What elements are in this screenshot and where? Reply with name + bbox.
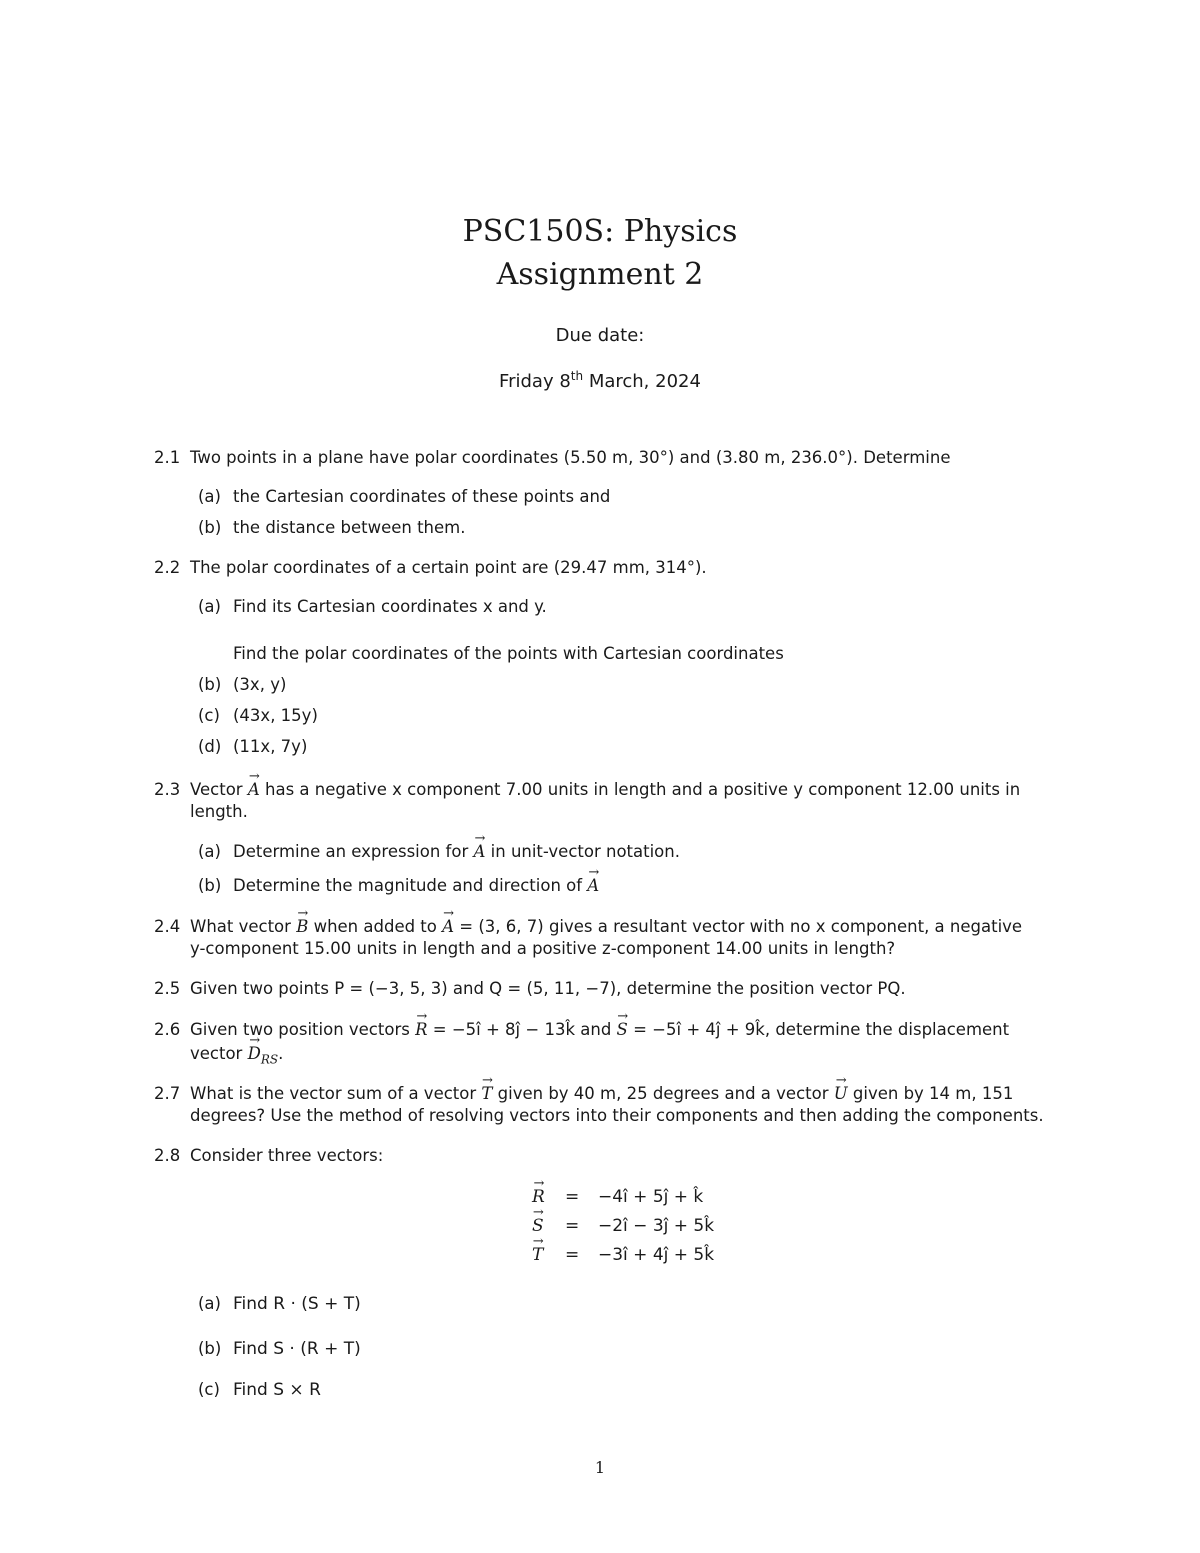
question-text [190, 1084, 1013, 1104]
vector-symbol: → R [415, 1020, 427, 1040]
subquestion-label: (a) [198, 487, 221, 506]
question-text [190, 1020, 1009, 1040]
text-segment: What is the vector sum of a vector [190, 1084, 482, 1103]
due-day: Friday 8 [499, 371, 571, 392]
subquestion-label: (b) [198, 1339, 222, 1358]
vector-symbol: → A [442, 917, 454, 937]
subquestion-text: Find its Cartesian coordinates x and y. [233, 597, 547, 616]
question-text [190, 780, 1020, 800]
question-text: Consider three vectors: [190, 1146, 384, 1165]
vector-symbol: → U [834, 1084, 848, 1104]
subquestion-text: the distance between them. [233, 518, 466, 537]
question-number: 2.7 [154, 1084, 181, 1103]
question-text-continued: y-component 15.00 units in length and a positive z-component 14.00 units in length? [190, 939, 896, 958]
due-rest: March, 2024 [583, 371, 701, 392]
due-superscript: th [570, 369, 584, 383]
text-segment: when added to [308, 917, 443, 936]
vector-symbol: → B [296, 917, 308, 937]
equation-rhs: −4î + 5ĵ + k̂ [598, 1187, 704, 1207]
subquestion-text: Find R · (S + T) [233, 1294, 361, 1314]
text-segment: given by 40 m, 25 degrees and a vector [492, 1084, 834, 1103]
question-text: The polar coordinates of a certain point are (29.47 mm, 314°). [190, 558, 707, 577]
question-text-continued: degrees? Use the method of resolving vectors into their components and then adding the components. [190, 1106, 1044, 1125]
equation-equals: = [565, 1216, 580, 1236]
text-segment: Vector [190, 780, 248, 799]
text-segment: given by 14 m, 151 [847, 1084, 1014, 1103]
due-date-value [0, 371, 1200, 392]
vector-subscript: RS [260, 1052, 279, 1067]
subquestion-label: (c) [198, 1380, 220, 1399]
subquestion-label: (b) [198, 518, 222, 537]
text-segment: Determine an expression for [233, 842, 474, 861]
text-segment: Given two position vectors [190, 1020, 416, 1039]
course-title: PSC150S: Physics [462, 214, 738, 249]
page-number: 1 [594, 1458, 606, 1477]
text-segment: = (3, 6, 7) gives a resultant vector with no x component, a negative [454, 917, 1023, 936]
question-number: 2.6 [154, 1020, 181, 1039]
question-number: 2.4 [154, 917, 181, 936]
equation-lhs [532, 1244, 543, 1266]
equation-equals: = [565, 1187, 580, 1207]
vector-symbol: → T [481, 1084, 492, 1104]
subquestion-label: (a) [198, 1294, 221, 1313]
subquestion-label: (a) [198, 597, 221, 616]
subquestion-text: Find S × R [233, 1380, 321, 1400]
text-segment: . [278, 1044, 284, 1063]
subquestion-text: (11x, 7y) [233, 737, 308, 756]
question-number: 2.8 [154, 1146, 181, 1165]
vector-symbol: → S [617, 1020, 628, 1040]
question-number: 2.2 [154, 558, 181, 577]
vector-symbol: → T [532, 1244, 543, 1266]
question-number: 2.3 [154, 780, 181, 799]
question-number: 2.5 [154, 979, 181, 998]
subquestion-text: the Cartesian coordinates of these points and [233, 487, 611, 506]
equation-equals: = [565, 1245, 580, 1265]
subquestion-text: (3x, y) [233, 675, 287, 694]
due-date-label: Due date: [555, 325, 645, 346]
text-segment: in unit-vector notation. [485, 842, 680, 861]
vector-symbol: → S [532, 1215, 544, 1237]
subquestion-text [233, 842, 680, 862]
question-text-continued: length. [190, 802, 248, 821]
equation-rhs: −2î − 3ĵ + 5k̂ [598, 1216, 715, 1236]
vector-symbol: → A [248, 780, 260, 800]
subquestion-label: (b) [198, 675, 222, 694]
vector-symbol: → R [532, 1186, 545, 1208]
text-segment: Determine the magnitude and direction of [233, 876, 588, 895]
subquestion-text [233, 876, 599, 896]
question-text: Given two points P = (−3, 5, 3) and Q = (5, 11, −7), determine the position vector PQ. [190, 979, 906, 998]
text-segment: What vector [190, 917, 297, 936]
question-number: 2.1 [154, 448, 181, 467]
subquestion-text: (43x, 15y) [233, 706, 318, 725]
subquestion-label: (c) [198, 706, 220, 725]
question-text-continued [190, 1044, 283, 1069]
text-segment: = −5î + 8ĵ − 13k̂ and [427, 1020, 617, 1039]
question-text [190, 917, 1022, 937]
subquestion-label: (b) [198, 876, 222, 895]
text-segment: vector [190, 1044, 248, 1063]
question-text: Two points in a plane have polar coordinates (5.50 m, 30°) and (3.80 m, 236.0°). Determine [190, 448, 951, 467]
vector-symbol: → A [587, 876, 599, 896]
vector-symbol: → A [473, 842, 485, 862]
vector-symbol: → D [248, 1044, 261, 1064]
assignment-title: Assignment 2 [496, 257, 704, 292]
text-segment: = −5î + 4ĵ + 9k̂, determine the displacement [627, 1020, 1010, 1039]
equation-rhs: −3î + 4ĵ + 5k̂ [598, 1245, 715, 1265]
subquestion-label: (d) [198, 737, 222, 756]
subquestion-text: Find S · (R + T) [233, 1339, 361, 1359]
subquestion-label: (a) [198, 842, 221, 861]
text-segment: has a negative x component 7.00 units in length and a positive y component 12.00 units in [259, 780, 1021, 799]
subquestion-intro: Find the polar coordinates of the points with Cartesian coordinates [233, 644, 784, 663]
